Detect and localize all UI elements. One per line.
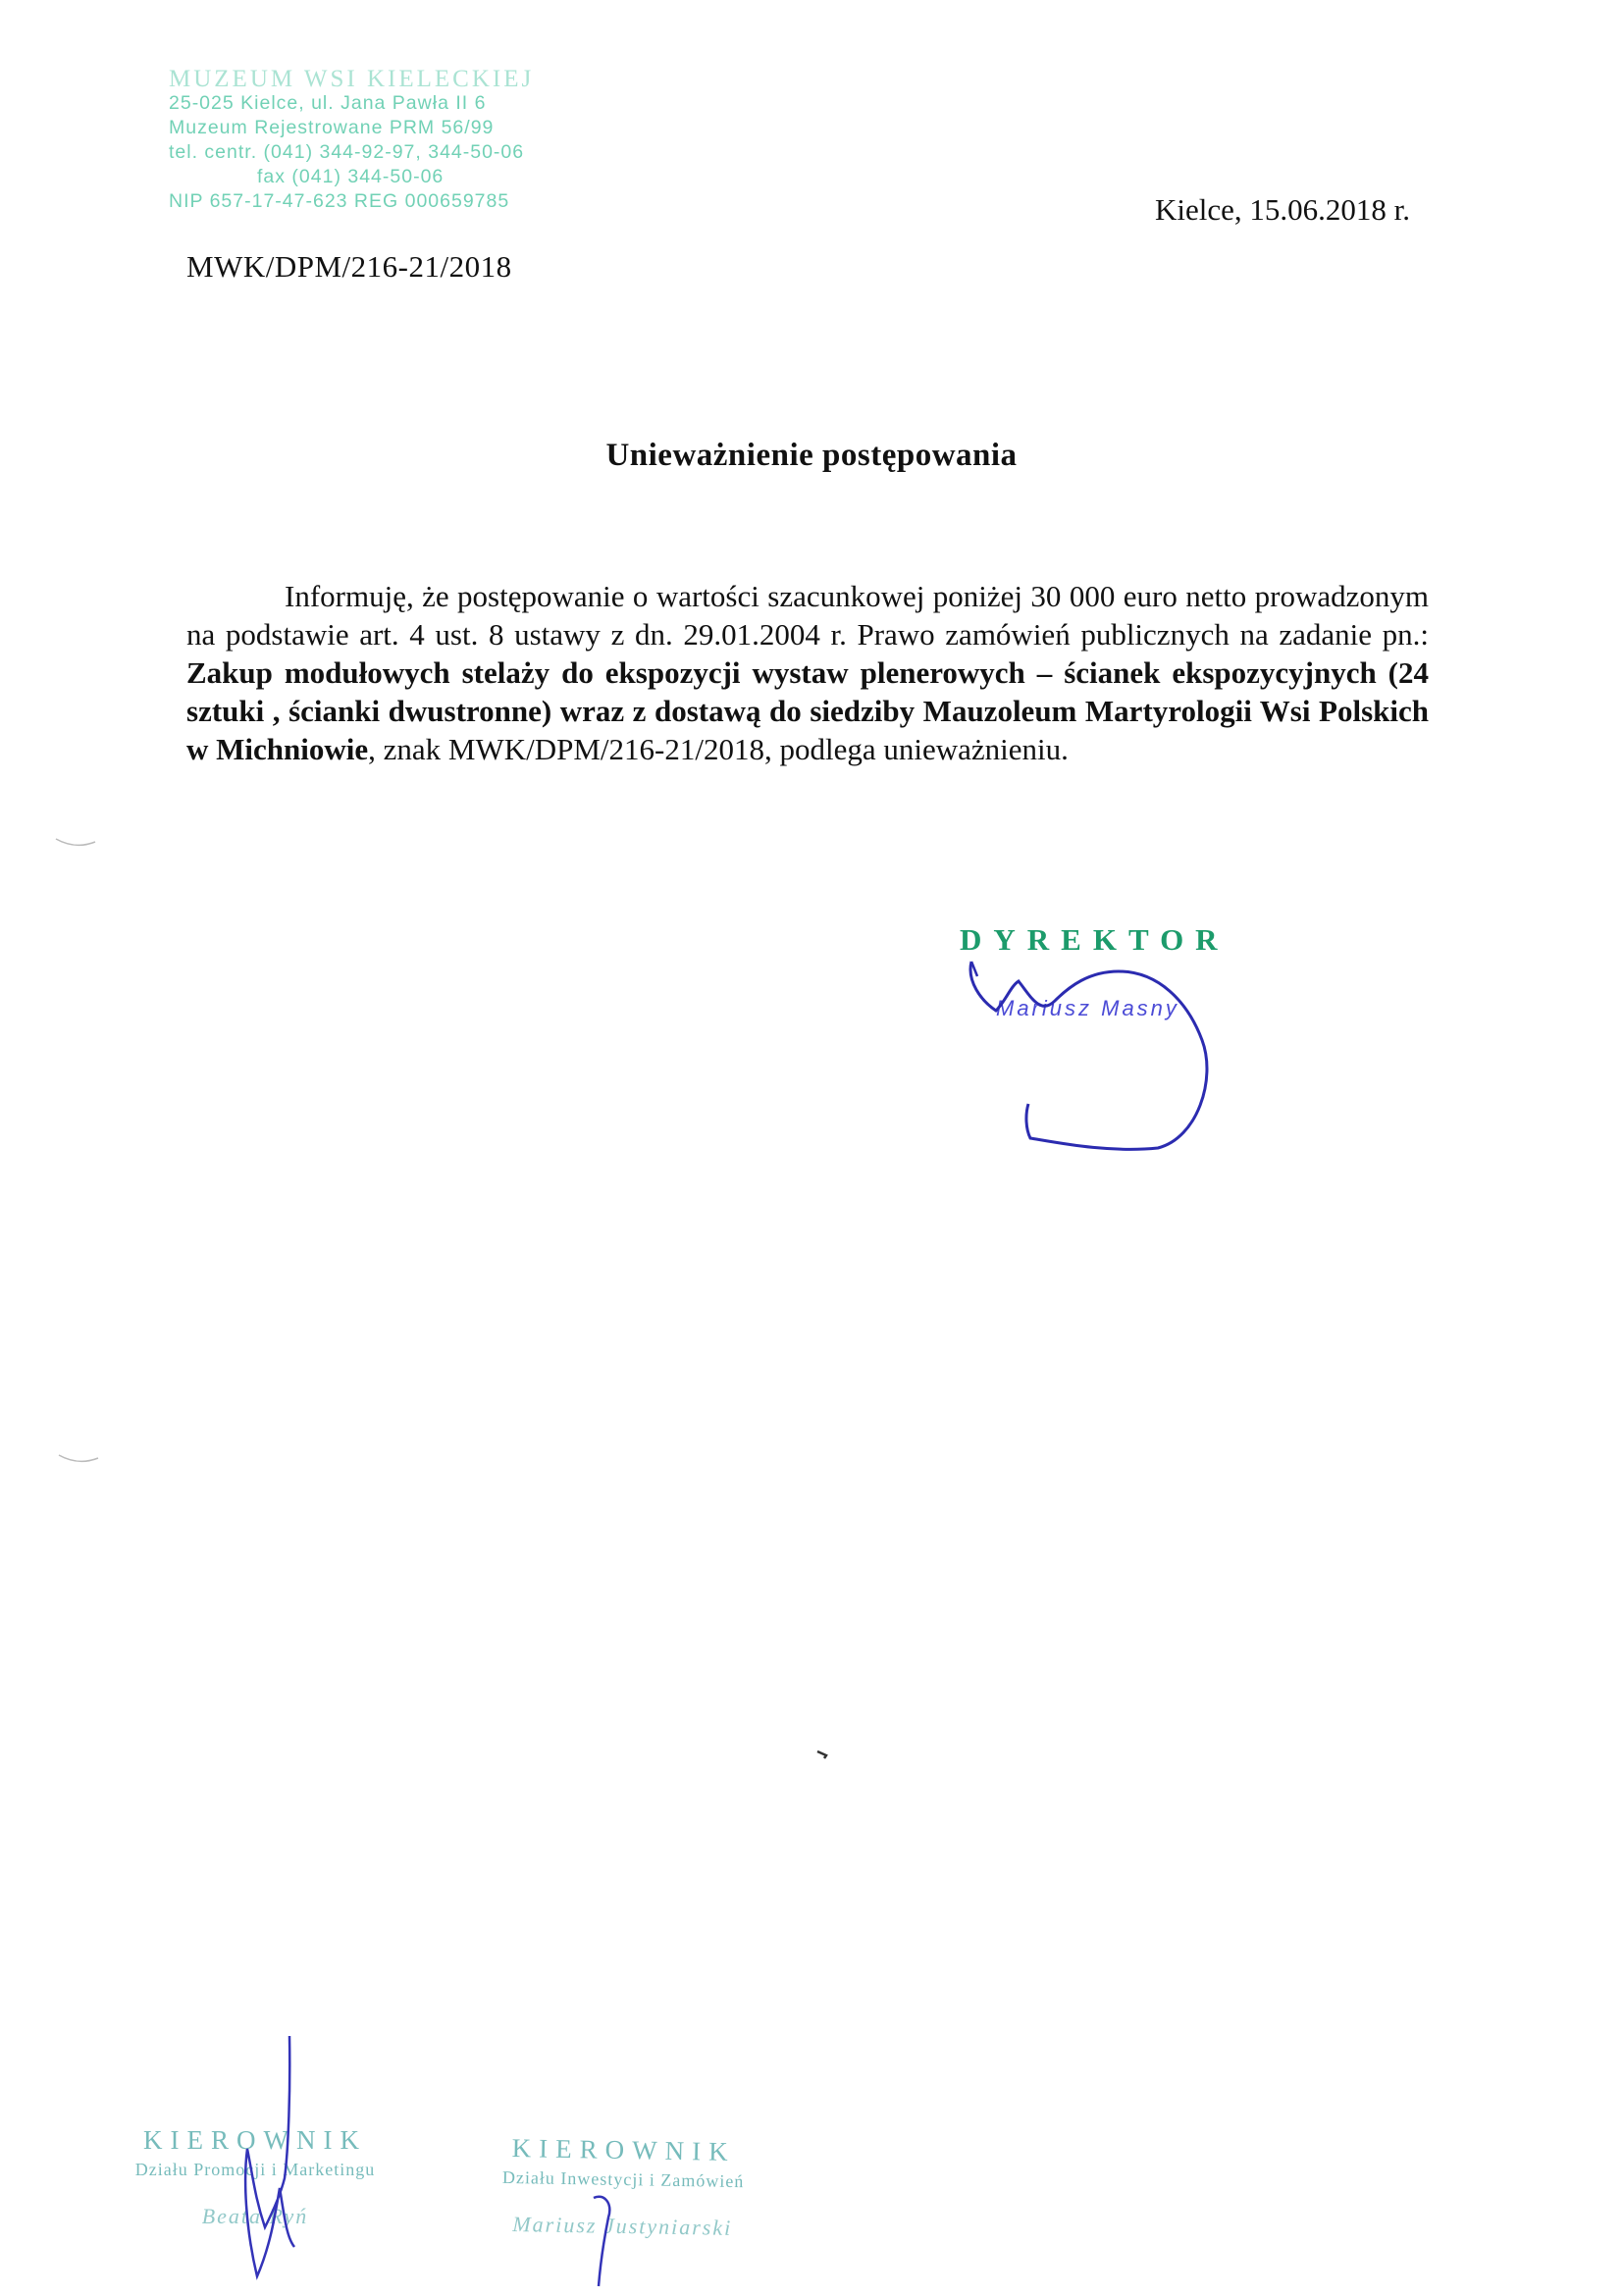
- body-text-task-name: Zakup modułowych stelaży do ekspozycji wystaw plenerowych – ścianek ekspozycyjnych (24 sztuki , ścianki dwustronne) wraz z dostawą do siedziby Mauzoleum Martyrologii Wsi Polskich w Michniowie: [186, 655, 1429, 766]
- scan-mark: [814, 1747, 834, 1766]
- museum-stamp-phone: tel. centr. (041) 344-92-97, 344-50-06: [169, 141, 525, 163]
- body-text-part1: Informuję, że postępowanie o wartości szacunkowej poniżej 30 000 euro netto prowadzonym na podstawie art. 4 ust. 8 ustawy z dn. 29.01.2004 r. Prawo zamówień publicznych na zadanie pn.:: [186, 579, 1429, 652]
- stamp-head-investment-dept: Działu Inwestycji i Zamówień: [501, 2166, 745, 2192]
- stamp-head-investment-title: KIEROWNIK: [511, 2133, 736, 2166]
- director-stamp-title: DYREKTOR: [960, 922, 1230, 957]
- stamp-head-promotion-dept: Działu Promocji i Marketingu: [134, 2160, 376, 2179]
- scan-mark: [54, 1450, 103, 1470]
- stamp-head-promotion-title: KIEROWNIK: [143, 2125, 367, 2155]
- museum-stamp-name: MUZEUM WSI KIELECKIEJ: [169, 66, 535, 92]
- museum-stamp: [169, 67, 581, 214]
- head-investment-signature: [569, 2193, 638, 2291]
- body-text-part2: , znak MWK/DPM/216-21/2018, podlega unieważnieniu.: [368, 732, 1069, 766]
- reference-number: MWK/DPM/216-21/2018: [186, 249, 512, 284]
- museum-stamp-fax: fax (041) 344-50-06: [257, 166, 445, 187]
- museum-stamp-nip: NIP 657-17-47-623 REG 000659785: [169, 190, 510, 212]
- stamp-head-promotion-name: Beata Ryń: [201, 2204, 309, 2228]
- scan-mark: [51, 834, 100, 854]
- document-title: Unieważnienie postępowania: [605, 438, 1018, 473]
- document-body: [186, 577, 1429, 768]
- director-stamp-name: Mariusz Masny: [996, 996, 1179, 1020]
- head-promotion-signature: [226, 2031, 314, 2286]
- museum-stamp-registry: Muzeum Rejestrowane PRM 56/99: [169, 117, 495, 138]
- document-date: Kielce, 15.06.2018 r.: [1155, 192, 1411, 227]
- director-signature: [942, 942, 1295, 1177]
- stamp-head-investment-name: Mariusz Justyniarski: [512, 2212, 733, 2240]
- museum-stamp-address: 25-025 Kielce, ul. Jana Pawła II 6: [169, 92, 487, 114]
